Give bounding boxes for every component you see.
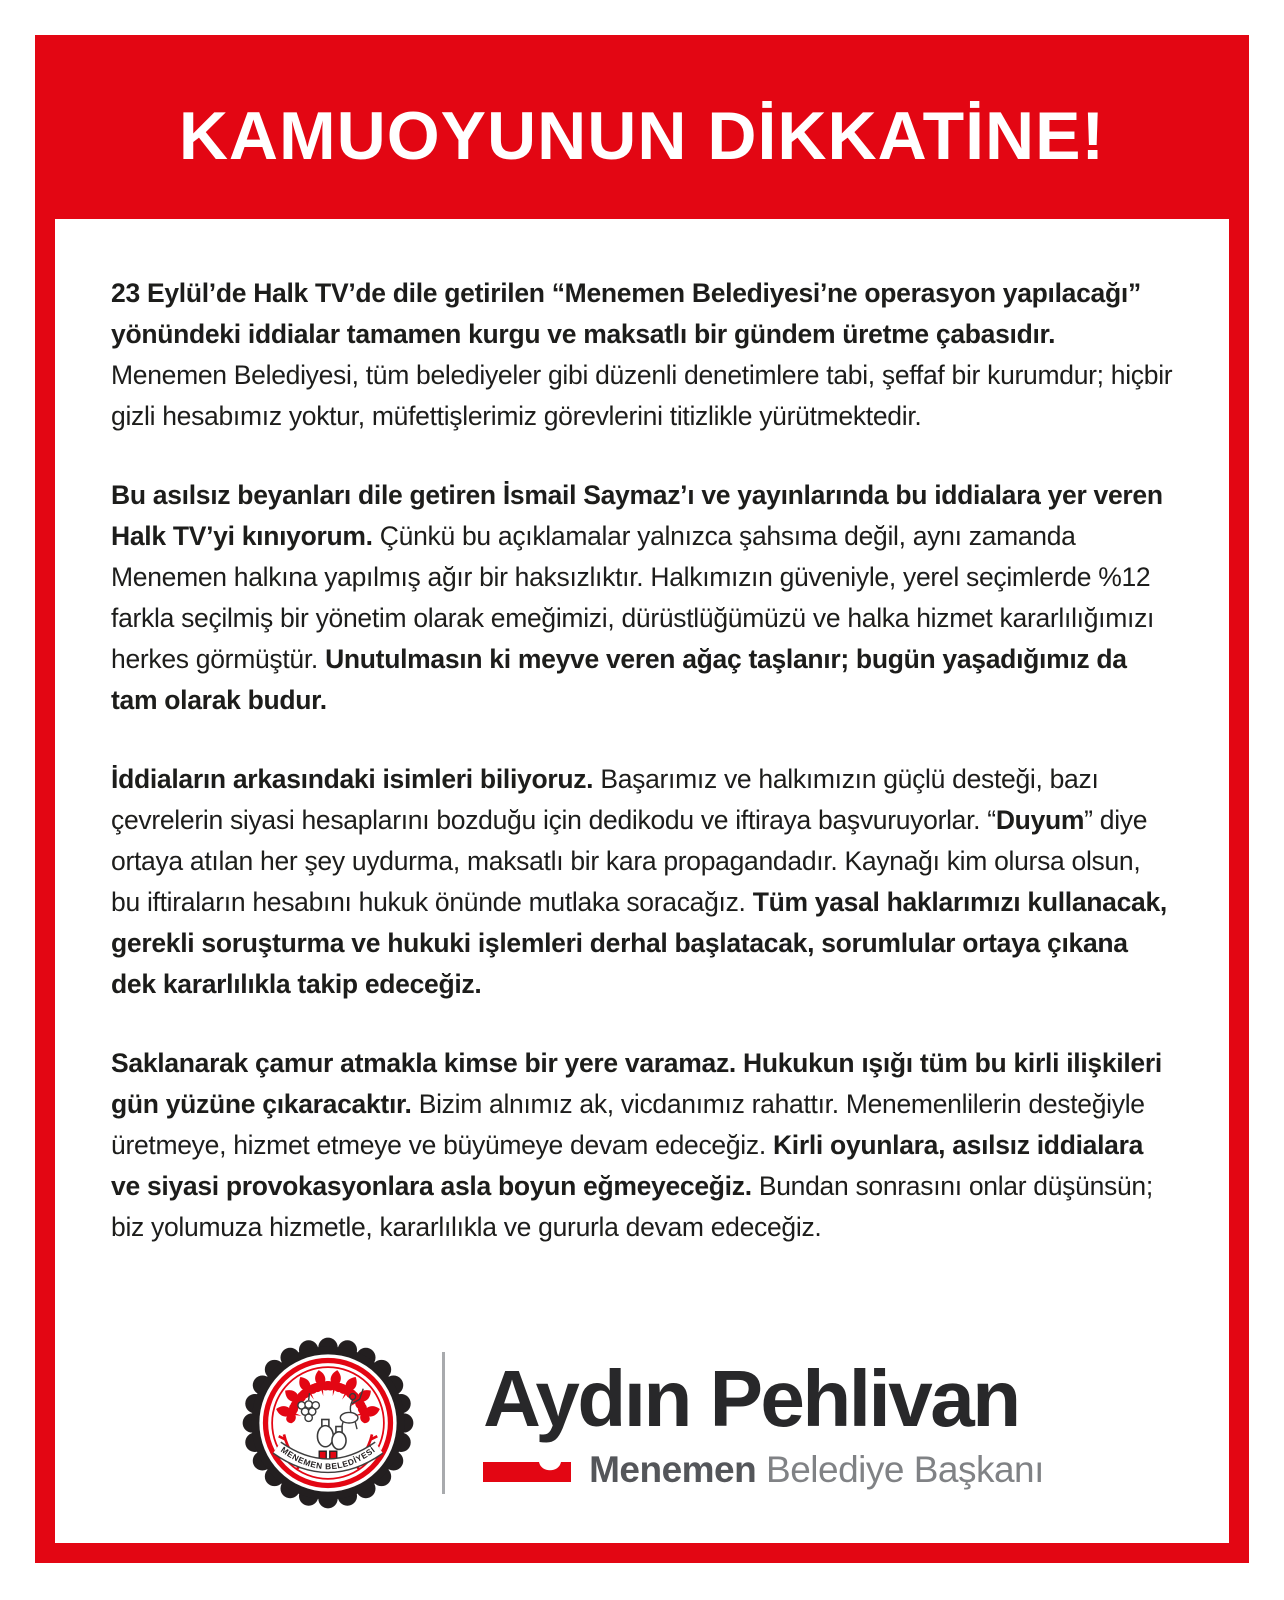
statement-text-bold: Duyum bbox=[995, 805, 1085, 835]
statement-text-bold: Unutulmasın ki meyve veren ağaç taşlanır; bugün yaşadığımız da tam olarak budur. bbox=[111, 644, 1127, 715]
statement-text-bold: Saklanarak çamur atmakla kimse bir yere varamaz. Hukukun ışığı tüm bu kirli ilişkileri gün yüzüne çıkaracaktır. bbox=[111, 1048, 1162, 1119]
municipality-seal-logo bbox=[240, 1335, 416, 1511]
statement-text-bold: Kirli oyunlara, asılsız iddialara ve siyasi provokasyonlara asla boyun eğmeyeceğiz. bbox=[111, 1130, 1144, 1201]
logo-swoosh-icon bbox=[483, 1458, 571, 1482]
statement-text: Menemen Belediyesi, tüm belediyeler gibi düzenli denetimlere tabi, şeffaf bir kurumdur; hiçbir gizli hesabımız yoktur, müfettişlerimiz görevlerini titizlikle yürütmektedir. bbox=[111, 360, 1173, 431]
statement-text-bold: 23 Eylül’de Halk TV’de dile getirilen “Menemen Belediyesi’ne operasyon yapılacağı” yönündeki iddialar tamamen kurgu ve maksatlı bir gündem üretme çabasıdır. bbox=[111, 278, 1141, 349]
page-title: KAMUOYUNUN DİKKATİNE! bbox=[178, 98, 1106, 174]
statement-text-bold: İddiaların arkasındaki isimleri biliyoruz. bbox=[111, 764, 601, 794]
statement-text-bold: Bu asılsız beyanları dile getiren İsmail Saymaz’ı ve yayınlarında bu iddialara yer veren Halk TV’yi kınıyorum. bbox=[111, 480, 1163, 551]
paragraph bbox=[111, 759, 1173, 1005]
statement-text: Bundan sonrasını onlar düşünsün; biz yolumuza hizmetle, kararlılıkla ve gururla devam edeceğiz. bbox=[111, 1171, 1153, 1242]
paragraph bbox=[111, 273, 1173, 437]
statement-text: ” diye ortaya atılan her şey uydurma, maksatlı bir kara propagandadır. Kaynağı kim olursa olsun, bu iftiraların hesabını hukuk önünde mutlaka soracağız. bbox=[111, 805, 1148, 917]
statement-body bbox=[55, 219, 1229, 1286]
paragraph bbox=[111, 475, 1173, 721]
mayor-role-city: Menemen bbox=[589, 1449, 757, 1491]
statement-text-bold: Tüm yasal haklarımızı kullanacak, gerekli soruşturma ve hukuki işlemleri derhal başlatacak, sorumlular ortaya çıkana dek kararlılıkla takip edeceğiz. bbox=[111, 887, 1167, 999]
statement-text: Bizim alnımız ak, vicdanımız rahattır. Menemenlilerin desteğiyle üretmeye, hizmet etmeye ve büyümeye devam edeceğiz. bbox=[111, 1089, 1145, 1160]
statement-text: Başarımız ve halkımızın güçlü desteği, bazı çevrelerin siyasi hesaplarını bozduğu için dedikodu ve iftiraya başvuruyorlar. “ bbox=[111, 764, 1099, 835]
footer bbox=[55, 1335, 1229, 1511]
statement-text: Çünkü bu açıklamalar yalnızca şahsıma değil, aynı zamanda Menemen halkına yapılmış ağır bir haksızlıktır. Halkımızın güveniyle, yerel seçimlerde %12 farkla seçilmiş bir yönetim olarak emeğimizi, dürüstlüğümüzü ve halka hizmet kararlılığımızı herkes görmüştür. bbox=[111, 521, 1155, 674]
mayor-role-row bbox=[483, 1449, 1044, 1491]
seal-banner-text: MENEMEN BELEDİYESİ bbox=[279, 1444, 378, 1472]
signature-block bbox=[483, 1353, 1044, 1491]
mayor-role-title: Belediye Başkanı bbox=[756, 1449, 1044, 1491]
red-frame bbox=[35, 35, 1249, 1563]
header-banner bbox=[53, 53, 1231, 219]
mayor-role bbox=[589, 1449, 1044, 1491]
paragraph bbox=[111, 1043, 1173, 1248]
vertical-divider bbox=[442, 1352, 445, 1494]
mayor-name: Aydın Pehlivan bbox=[483, 1353, 1019, 1443]
